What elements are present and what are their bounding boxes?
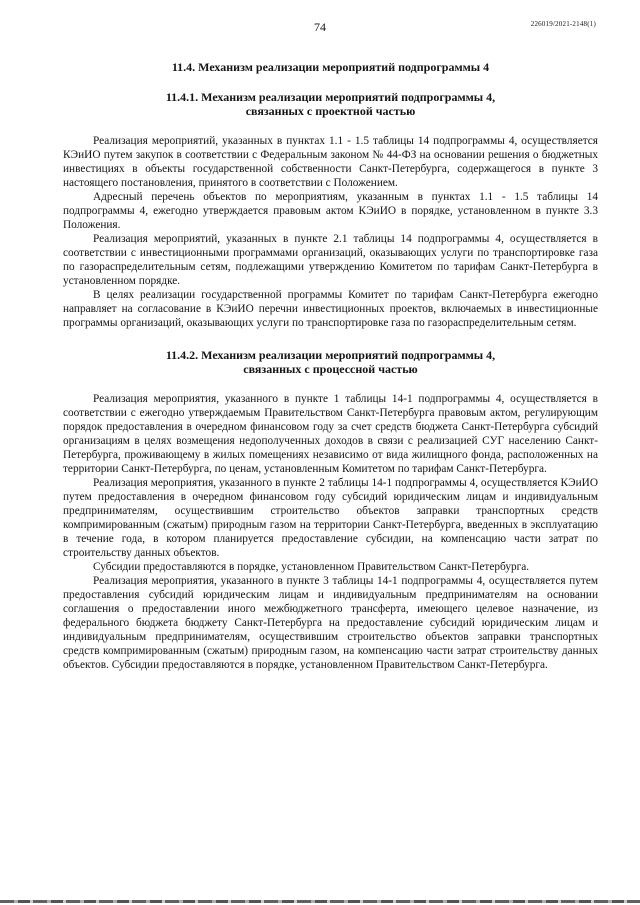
- paragraph: Реализация мероприятия, указанного в пункте 2 таблицы 14-1 подпрограммы 4, осуществляется КЭиИО путем предоставления в очередном финансовом году субсидий юридическим лицам и индивидуальным предпринимателям, осуществившим строительство объектов заправки транспортных средств компримированным (сжатым) природным газом на территории Санкт-Петербурга, введенных в эксплуатацию в течение года, в котором планируется предоставление субсидии, на компенсацию части затрат по строительству данных объектов.: [63, 477, 598, 559]
- paragraph: Реализация мероприятия, указанного в пункте 1 таблицы 14-1 подпрограммы 4, осуществляется в соответствии с ежегодно утверждаемым Правительством Санкт-Петербурга правовым актом, регулирующим порядок предоставления в очередном финансовом году за счет средств бюджета Санкт-Петербурга субсидий организациям в целях возмещения недополученных доходов в связи с реализацией СУГ населению Санкт-Петербурга, проживающему в жилых помещениях независимо от вида жилищного фонда, расположенных на территории Санкт-Петербурга, по ценам, установленным Комитетом по тарифам Санкт-Петербурга.: [63, 393, 598, 475]
- paragraph: Адресный перечень объектов по мероприятиям, указанным в пунктах 1.1 - 1.5 таблицы 14 подпрограммы 4, ежегодно утверждается правовым актом КЭиИО в порядке, установленном в пункте 3.3 Положения.: [63, 191, 598, 231]
- paragraph: Реализация мероприятия, указанного в пункте 3 таблицы 14-1 подпрограммы 4, осуществляется путем предоставления субсидий юридическим лицам и индивидуальным предпринимателям на основании соглашения о предоставлении иного межбюджетного трансферта, имеющего целевое назначение, из федерального бюджета бюджету Санкт-Петербурга на предоставление субсидий юридическим лицам и индивидуальным предпринимателям, осуществившим строительство объектов заправки транспортных средств компримированным (сжатым) природным газом, на компенсацию части затрат строительству данных объектов. Субсидии предоставляются в порядке, установленном Правительством Санкт-Петербурга.: [63, 575, 598, 671]
- subsection-1-title-line1: 11.4.1. Механизм реализации мероприятий подпрограммы 4,: [165, 90, 496, 104]
- section-gap: [63, 330, 598, 348]
- document-id: 226019/2021-2148(1): [530, 20, 596, 28]
- section-title: 11.4. Механизм реализации мероприятий подпрограммы 4: [171, 60, 490, 74]
- subsection-2-title: [63, 348, 598, 376]
- paragraph: В целях реализации государственной программы Комитет по тарифам Санкт-Петербурга ежегодно направляет на согласование в КЭиИО перечни инвестиционных проектов, включаемых в инвестиционные программы организаций, оказывающих услуги по транспортировке газа по газораспределительным сетям.: [63, 289, 598, 329]
- paragraph: Реализация мероприятий, указанных в пунктах 1.1 - 1.5 таблицы 14 подпрограммы 4, осуществляется КЭиИО путем закупок в соответствии с Федеральным законом № 44-ФЗ на основании решения о бюджетных инвестициях в объекты государственной собственности Санкт-Петербурга, содержащегося в пункте 3 настоящего постановления, принятого в соответствии с Положением.: [63, 135, 598, 189]
- subsection-1-title-line2: связанных с проектной частью: [245, 104, 416, 118]
- subsection-2-title-line2: связанных с процессной частью: [243, 362, 418, 376]
- subsection-1-title: [63, 90, 598, 118]
- document-body: [63, 60, 598, 672]
- subsection-2-title-line1: 11.4.2. Механизм реализации мероприятий подпрограммы 4,: [165, 348, 496, 362]
- scan-bottom-edge: [0, 900, 640, 903]
- paragraph: Субсидии предоставляются в порядке, установленном Правительством Санкт-Петербурга.: [93, 561, 530, 573]
- page-number: 74: [314, 20, 326, 34]
- paragraph: Реализация мероприятий, указанных в пункте 2.1 таблицы 14 подпрограммы 4, осуществляется в соответствии с инвестиционными программами организаций, оказывающих услуги по транспортировке газа по газораспределительным сетям, подлежащими утверждению Комитетом по тарифам Санкт-Петербурга в установленном порядке.: [63, 233, 598, 287]
